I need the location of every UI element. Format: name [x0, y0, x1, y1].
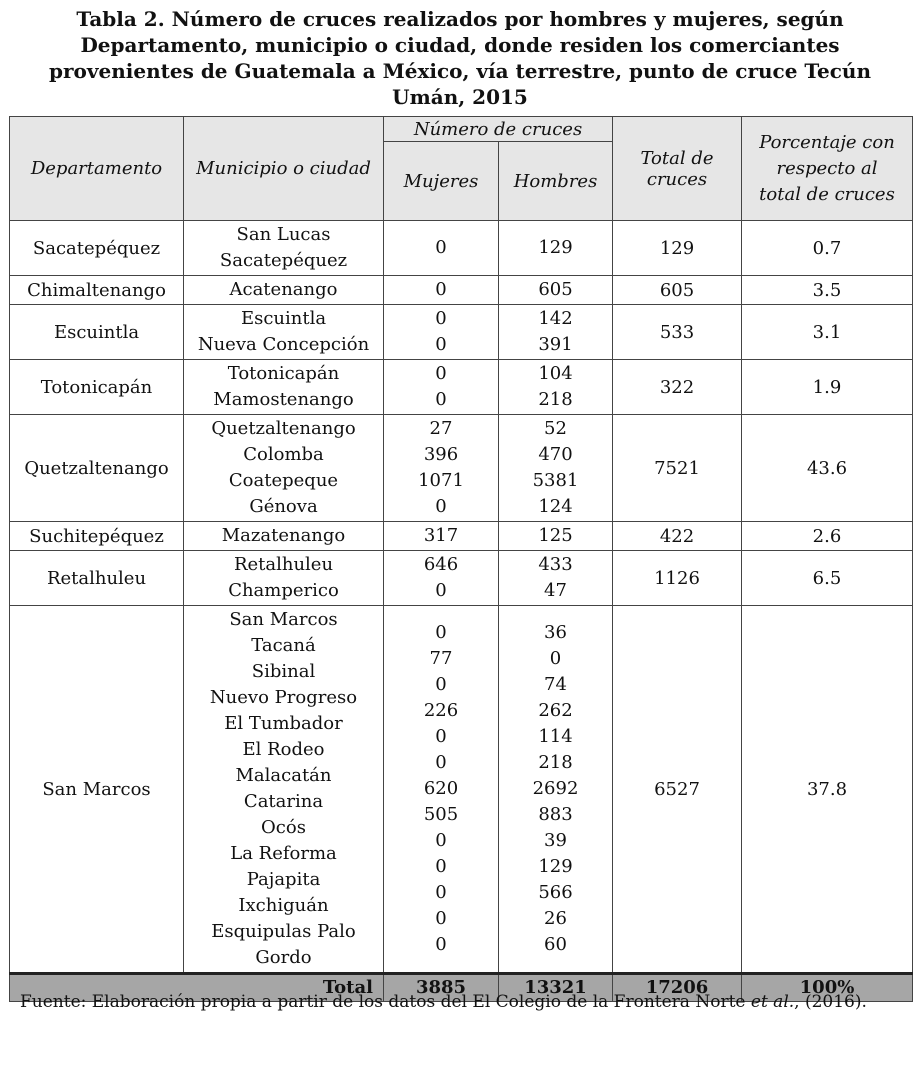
- table-row: [10, 276, 913, 305]
- cell-total: 533: [613, 305, 742, 360]
- cell-hombres-line: 218: [538, 752, 573, 773]
- source-note: Fuente: Elaboración propia a partir de los datos del El Colegio de la Frontera Norte et al., (2016).: [20, 992, 867, 1012]
- cell-municipio-line: Escuintla: [240, 308, 327, 329]
- cell-hombres-line: 74: [544, 674, 567, 695]
- table-row: [10, 415, 913, 522]
- cell-departamento: Suchitepéquez: [10, 522, 184, 551]
- cell-mujeres: [384, 360, 499, 415]
- cell-mujeres-line: 27: [429, 418, 453, 439]
- cell-municipio-line: Tacaná: [251, 635, 316, 656]
- cell-total: 129: [613, 221, 742, 276]
- cell-municipio-line: Sacatepéquez: [219, 250, 348, 271]
- cell-mujeres-line: 396: [423, 444, 459, 465]
- cell-hombres-line: 26: [544, 908, 567, 929]
- header-total: Total de cruces: [613, 117, 742, 221]
- total-hombres: 13321: [499, 974, 613, 1002]
- cell-hombres: [499, 415, 613, 522]
- table-row: [10, 305, 913, 360]
- total-mujeres: 3885: [384, 974, 499, 1002]
- cell-porcentaje: 3.1: [742, 305, 913, 360]
- cell-mujeres-line: 0: [435, 580, 447, 601]
- cell-mujeres: [384, 276, 499, 305]
- cell-hombres: [499, 551, 613, 606]
- cell-hombres-line: 104: [538, 363, 573, 384]
- cell-hombres-line: 36: [544, 622, 567, 643]
- cell-municipio: [184, 606, 384, 974]
- cell-mujeres-line: 0: [435, 308, 447, 329]
- cell-municipio-line: El Tumbador: [224, 713, 343, 734]
- cell-porcentaje: 6.5: [742, 551, 913, 606]
- cell-hombres: [499, 276, 613, 305]
- header-departamento: Departamento: [10, 117, 184, 221]
- header-hombres: Hombres: [499, 142, 613, 221]
- cell-municipio-line: Esquipulas Palo: [211, 921, 356, 942]
- cell-mujeres: [384, 606, 499, 974]
- cell-mujeres: [384, 221, 499, 276]
- cell-porcentaje: 2.6: [742, 522, 913, 551]
- cell-municipio-line: Sibinal: [251, 661, 316, 682]
- header-numero-cruces: Número de cruces: [384, 117, 613, 142]
- cell-municipio-line: Catarina: [243, 791, 324, 812]
- cell-mujeres-line: 77: [429, 648, 453, 669]
- cell-municipio-line: San Marcos: [229, 609, 338, 630]
- total-porcentaje: 100%: [742, 974, 913, 1002]
- cell-mujeres-line: 620: [423, 778, 459, 799]
- cell-mujeres-line: 0: [435, 334, 447, 355]
- cell-mujeres-line: 0: [435, 674, 447, 695]
- cell-mujeres-line: 646: [423, 554, 459, 575]
- cell-municipio: [184, 360, 384, 415]
- cell-mujeres-line: 1071: [418, 470, 464, 491]
- cell-departamento: Chimaltenango: [10, 276, 184, 305]
- cell-municipio-line: Ixchiguán: [238, 895, 329, 916]
- cell-mujeres-line: 0: [435, 830, 447, 851]
- data-table: [9, 116, 913, 1002]
- cell-porcentaje: 3.5: [742, 276, 913, 305]
- cell-hombres-line: 262: [538, 700, 573, 721]
- total-label: Total: [10, 974, 384, 1002]
- cell-hombres: [499, 360, 613, 415]
- table-row: [10, 221, 913, 276]
- table-row: [10, 551, 913, 606]
- cell-mujeres: [384, 415, 499, 522]
- cell-mujeres: [384, 305, 499, 360]
- cell-municipio-line: Champerico: [228, 580, 339, 601]
- table-row: [10, 360, 913, 415]
- cell-municipio: [184, 415, 384, 522]
- cell-municipio-line: San Lucas: [236, 224, 331, 245]
- cell-porcentaje: 0.7: [742, 221, 913, 276]
- cell-hombres-line: 129: [538, 856, 573, 877]
- cell-municipio-line: Mamostenango: [213, 389, 354, 410]
- cell-hombres-line: 2692: [532, 778, 579, 799]
- cell-mujeres: [384, 522, 499, 551]
- cell-total: 422: [613, 522, 742, 551]
- cell-mujeres-line: 0: [435, 882, 447, 903]
- total-cruces: 17206: [613, 974, 742, 1002]
- cell-municipio-line: Nueva Concepción: [197, 334, 370, 355]
- cell-municipio-line: Nuevo Progreso: [209, 687, 358, 708]
- cell-municipio-line: Coatepeque: [228, 470, 339, 491]
- cell-municipio: [184, 305, 384, 360]
- cell-hombres-line: 0: [549, 648, 562, 669]
- cell-hombres-line: 433: [538, 554, 573, 575]
- cell-municipio-line: Retalhuleu: [233, 554, 334, 575]
- cell-hombres-line: 883: [538, 804, 573, 825]
- cell-hombres-line: 129: [538, 237, 573, 258]
- header-municipio: Municipio o ciudad: [184, 117, 384, 221]
- cell-municipio: [184, 522, 384, 551]
- cell-municipio-line: Colomba: [243, 444, 324, 465]
- cell-hombres: [499, 606, 613, 974]
- cell-municipio-line: Génova: [249, 496, 318, 517]
- cell-departamento: Quetzaltenango: [10, 415, 184, 522]
- table-body: [10, 221, 913, 974]
- table-row: [10, 522, 913, 551]
- cell-hombres-line: 605: [538, 279, 573, 300]
- cell-municipio-line: Quetzaltenango: [211, 418, 356, 439]
- table-title: Tabla 2. Número de cruces realizados por hombres y mujeres, según Departamento, municipio o ciudad, donde residen los comerciantes provenientes de Guatemala a México, vía terrestre, punto de cruce Tecún Umán, 2015: [49, 7, 871, 109]
- cell-mujeres-line: 0: [435, 237, 447, 258]
- cell-hombres: [499, 221, 613, 276]
- table-row: [10, 606, 913, 974]
- cell-mujeres-line: 0: [435, 389, 447, 410]
- cell-mujeres: [384, 551, 499, 606]
- cell-hombres-line: 47: [544, 580, 567, 601]
- cell-municipio-line: El Rodeo: [242, 739, 325, 760]
- cell-total: 1126: [613, 551, 742, 606]
- cell-municipio-line: Ocós: [261, 817, 306, 838]
- header-porcentaje: Porcentaje con respecto al total de cruces: [742, 117, 913, 221]
- cell-hombres-line: 39: [544, 830, 567, 851]
- cell-total: 605: [613, 276, 742, 305]
- cell-mujeres-line: 0: [435, 934, 447, 955]
- cell-hombres-line: 142: [538, 308, 573, 329]
- cell-porcentaje: 37.8: [742, 606, 913, 974]
- cell-municipio-line: Totonicapán: [227, 363, 340, 384]
- cell-departamento: Sacatepéquez: [10, 221, 184, 276]
- cell-hombres-line: 60: [544, 934, 567, 955]
- cell-municipio-line: Gordo: [255, 947, 312, 968]
- cell-hombres-line: 5381: [532, 470, 579, 491]
- cell-municipio-line: Pajapita: [246, 869, 321, 890]
- cell-total: 322: [613, 360, 742, 415]
- cell-hombres-line: 566: [538, 882, 573, 903]
- cell-hombres-line: 470: [538, 444, 573, 465]
- cell-mujeres-line: 0: [435, 496, 447, 517]
- cell-hombres-line: 125: [538, 525, 573, 546]
- cell-hombres: [499, 305, 613, 360]
- cell-mujeres-line: 505: [423, 804, 459, 825]
- cell-municipio: [184, 276, 384, 305]
- cell-mujeres-line: 0: [435, 856, 447, 877]
- cell-porcentaje: 1.9: [742, 360, 913, 415]
- header-mujeres: Mujeres: [384, 142, 499, 221]
- cell-departamento: San Marcos: [10, 606, 184, 974]
- cell-municipio: [184, 551, 384, 606]
- cell-mujeres-line: 0: [435, 363, 447, 384]
- cell-municipio-line: La Reforma: [230, 843, 337, 864]
- cell-departamento: Totonicapán: [10, 360, 184, 415]
- cell-hombres-line: 124: [538, 496, 573, 517]
- cell-mujeres-line: 0: [435, 622, 447, 643]
- cell-mujeres-line: 0: [435, 752, 447, 773]
- cell-municipio-line: Mazatenango: [221, 525, 346, 546]
- cell-hombres: [499, 522, 613, 551]
- cell-departamento: Retalhuleu: [10, 551, 184, 606]
- cell-porcentaje: 43.6: [742, 415, 913, 522]
- cell-total: 7521: [613, 415, 742, 522]
- cell-hombres-line: 391: [538, 334, 573, 355]
- cell-municipio-line: Acatenango: [229, 279, 338, 300]
- cell-mujeres-line: 317: [423, 525, 459, 546]
- cell-mujeres-line: 0: [435, 908, 447, 929]
- cell-mujeres-line: 0: [435, 726, 447, 747]
- cell-total: 6527: [613, 606, 742, 974]
- cell-hombres-line: 114: [538, 726, 573, 747]
- cell-departamento: Escuintla: [10, 305, 184, 360]
- cell-mujeres-line: 0: [435, 279, 447, 300]
- cell-hombres-line: 218: [538, 389, 573, 410]
- cell-municipio: [184, 221, 384, 276]
- cell-municipio-line: Malacatán: [235, 765, 332, 786]
- cell-hombres-line: 52: [544, 418, 567, 439]
- cell-mujeres-line: 226: [423, 700, 459, 721]
